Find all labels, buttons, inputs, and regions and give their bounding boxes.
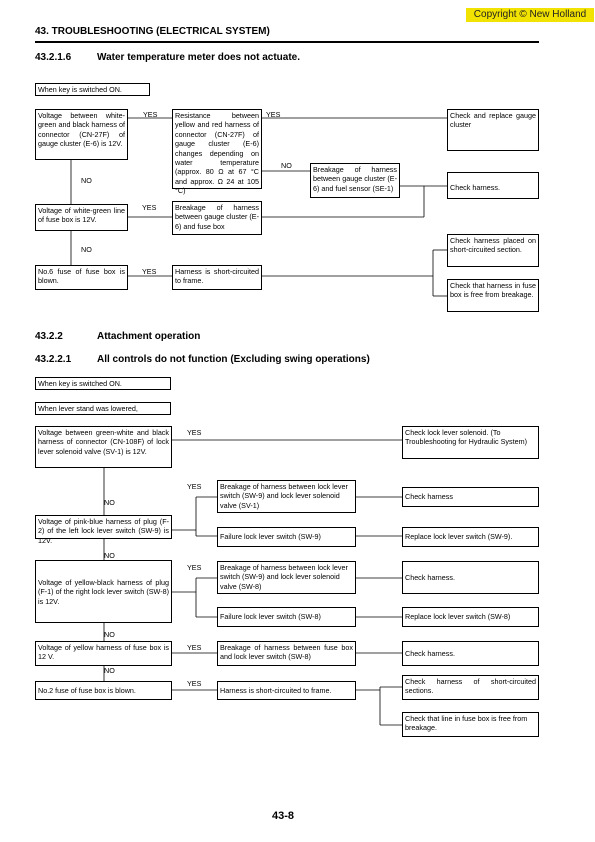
result-replace-sw9: Replace lock lever switch (SW-9). — [402, 527, 539, 547]
yes-label: YES — [187, 563, 202, 572]
question-voltage-gauge-cluster: Voltage between white-green and black harness of connector (CN-27F) of gauge cluster (E-6) is 12V. — [35, 109, 128, 160]
cause-breakage-fuse-sw8: Breakage of harness between fuse box and lock lever switch (SW-8) — [217, 641, 356, 666]
yes-label: YES — [266, 110, 281, 119]
no-label: NO — [104, 666, 115, 675]
question-fuse-6-blown: No.6 fuse of fuse box is blown. — [35, 265, 128, 290]
result-check-harness: Check harness — [402, 487, 539, 507]
cause-breakage-fuse-box: Breakage of harness between gauge cluster (E-6) and fuse box — [172, 201, 262, 235]
result-check-short-circuit-section: Check harness placed on short-circuited section. — [447, 234, 539, 267]
cause-short-circuit-frame: Harness is short-circuited to frame. — [172, 265, 262, 290]
section-title: All controls do not function (Excluding swing operations) — [97, 354, 370, 365]
start-condition-key-on: When key is switched ON. — [35, 377, 171, 390]
start-condition-key-on: When key is switched ON. — [35, 83, 150, 96]
question-voltage-left-lock-switch: Voltage of pink-blue harness of plug (F-2) of the left lock lever switch (SW-9) is 12V. — [35, 515, 172, 539]
no-label: NO — [281, 161, 292, 170]
question-voltage-fuse-box: Voltage of white-green line of fuse box is 12V. — [35, 204, 128, 231]
yes-label: YES — [187, 643, 202, 652]
no-label: NO — [104, 630, 115, 639]
page-title: 43. TROUBLESHOOTING (ELECTRICAL SYSTEM) — [35, 26, 270, 37]
result-check-harness: Check harness. — [402, 641, 539, 666]
no-label: NO — [104, 551, 115, 560]
cause-breakage-sw9-sv1: Breakage of harness between lock lever switch (SW-9) and lock lever solenoid valve (SV-1) — [217, 480, 356, 513]
question-voltage-right-lock-switch: Voltage of yellow-black harness of plug (F-1) of the right lock lever switch (SW-8) is 12V. — [35, 560, 172, 623]
cause-breakage-fuel-sensor: Breakage of harness between gauge cluster (E-6) and fuel sensor (SE-1) — [310, 163, 400, 198]
yes-label: YES — [142, 203, 157, 212]
question-voltage-fuse-box: Voltage of yellow harness of fuse box is 12 V. — [35, 641, 172, 666]
page-number: 43-8 — [272, 810, 295, 822]
section-title: Attachment operation — [97, 331, 201, 342]
result-check-fuse-box-breakage: Check that harness in fuse box is free from breakage. — [447, 279, 539, 312]
result-replace-sw8: Replace lock lever switch (SW-8) — [402, 607, 539, 627]
yes-label: YES — [142, 267, 157, 276]
no-label: NO — [81, 176, 92, 185]
section-number: 43.2.2.1 — [35, 354, 72, 365]
copyright-banner: Copyright © New Holland — [466, 8, 594, 22]
section-number: 43.2.1.6 — [35, 52, 72, 63]
result-check-lock-lever-solenoid: Check lock lever solenoid. (To Troubleshooting for Hydraulic System) — [402, 426, 539, 459]
cause-short-circuit-frame: Harness is short-circuited to frame. — [217, 681, 356, 700]
result-replace-gauge-cluster: Check and replace gauge cluster — [447, 109, 539, 151]
section-heading-attachment — [35, 331, 200, 342]
cause-breakage-sw9-sw8: Breakage of harness between lock lever switch (SW-9) and lock lever solenoid valve (SW-8) — [217, 561, 356, 594]
section-heading-all-controls — [35, 354, 370, 365]
yes-label: YES — [187, 482, 202, 491]
result-check-fuse-line-breakage: Check that line in fuse box is free from breakage. — [402, 712, 539, 737]
cause-failure-sw8: Failure lock lever switch (SW-8) — [217, 607, 356, 627]
start-condition-lever-lowered: When lever stand was lowered, — [35, 402, 171, 415]
no-label: NO — [104, 498, 115, 507]
question-fuse-2-blown: No.2 fuse of fuse box is blown. — [35, 681, 172, 700]
question-voltage-lock-solenoid: Voltage between green-white and black harness of connector (CN-108F) of lock lever solenoid valve (SV-1) is 12V. — [35, 426, 172, 468]
yes-label: YES — [143, 110, 158, 119]
yes-label: YES — [187, 679, 202, 688]
section-title: Water temperature meter does not actuate. — [97, 52, 301, 63]
section-number: 43.2.2 — [35, 331, 63, 342]
result-check-harness: Check harness. — [402, 561, 539, 594]
result-check-short-circuit-sections: Check harness of short-circuited sections. — [402, 675, 539, 700]
question-resistance-water-temp: Resistance between yellow and red harness of connector (CN-27F) of gauge cluster (E-6) changes depending on water temperature (approx. 80 Ω at 67 °C and approx. Ω 24 at 105 °C) — [172, 109, 262, 189]
result-check-harness: Check harness. — [447, 172, 539, 199]
cause-failure-sw9: Failure lock lever switch (SW-9) — [217, 527, 356, 547]
yes-label: YES — [187, 428, 202, 437]
no-label: NO — [81, 245, 92, 254]
